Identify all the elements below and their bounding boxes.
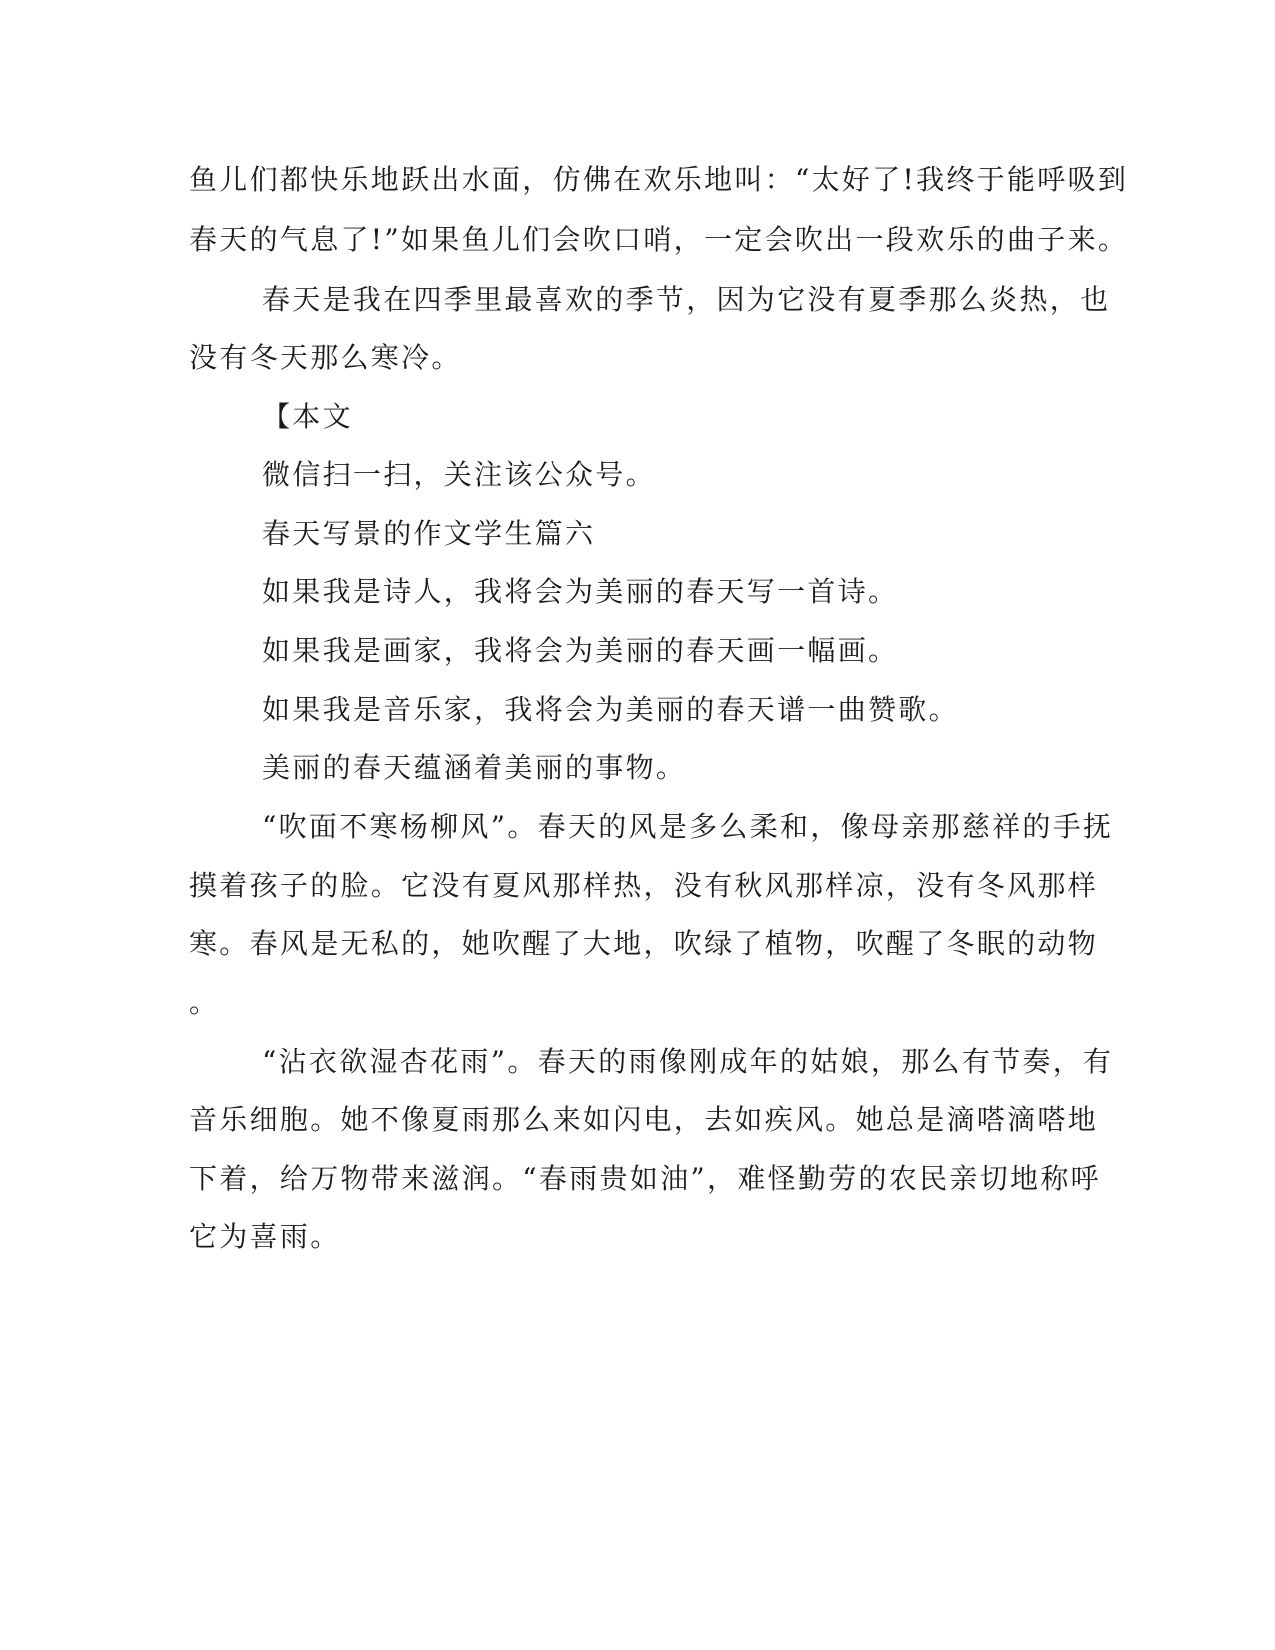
text-line: 没有冬天那么寒冷。	[189, 341, 462, 374]
text-line: 【本文	[262, 400, 353, 433]
text-line: 美丽的春天蕴涵着美丽的事物。	[262, 751, 687, 784]
text-line: 寒。春风是无私的，她吹醒了大地，吹绿了植物，吹醒了冬眠的动物	[189, 927, 1099, 960]
text-line: 春天是我在四季里最喜欢的季节，因为它没有夏季那么炎热，也	[262, 283, 1111, 316]
text-line: “吹面不寒杨柳风”。春天的风是多么柔和，像母亲那慈祥的手抚	[262, 810, 1114, 843]
text-line: 如果我是音乐家，我将会为美丽的春天谱一曲赞歌。	[262, 693, 959, 726]
text-line: 音乐细胞。她不像夏雨那么来如闪电，去如疾风。她总是滴嗒滴嗒地	[189, 1103, 1099, 1136]
text-line: 如果我是画家，我将会为美丽的春天画一幅画。	[262, 634, 899, 667]
text-line: 摸着孩子的脸。它没有夏风那样热，没有秋风那样凉，没有冬风那样	[189, 869, 1099, 902]
text-line: 。	[189, 986, 220, 1019]
text-line: 下着，给万物带来滋润。“春雨贵如油”，难怪勤劳的农民亲切地称呼	[189, 1162, 1101, 1195]
text-line: “沾衣欲湿杏花雨”。春天的雨像刚成年的姑娘，那么有节奏，有	[262, 1045, 1114, 1078]
text-line: 微信扫一扫，关注该公众号。	[262, 458, 656, 491]
text-line: 春天的气息了!”如果鱼儿们会吹口哨，一定会吹出一段欢乐的曲子来。	[189, 223, 1129, 256]
text-line: 如果我是诗人，我将会为美丽的春天写一首诗。	[262, 575, 899, 608]
text-line: 它为喜雨。	[189, 1220, 341, 1253]
text-line: 鱼儿们都快乐地跃出水面，仿佛在欢乐地叫：“太好了!我终于能呼吸到	[189, 163, 1129, 196]
section-heading: 春天写景的作文学生篇六	[262, 517, 596, 550]
